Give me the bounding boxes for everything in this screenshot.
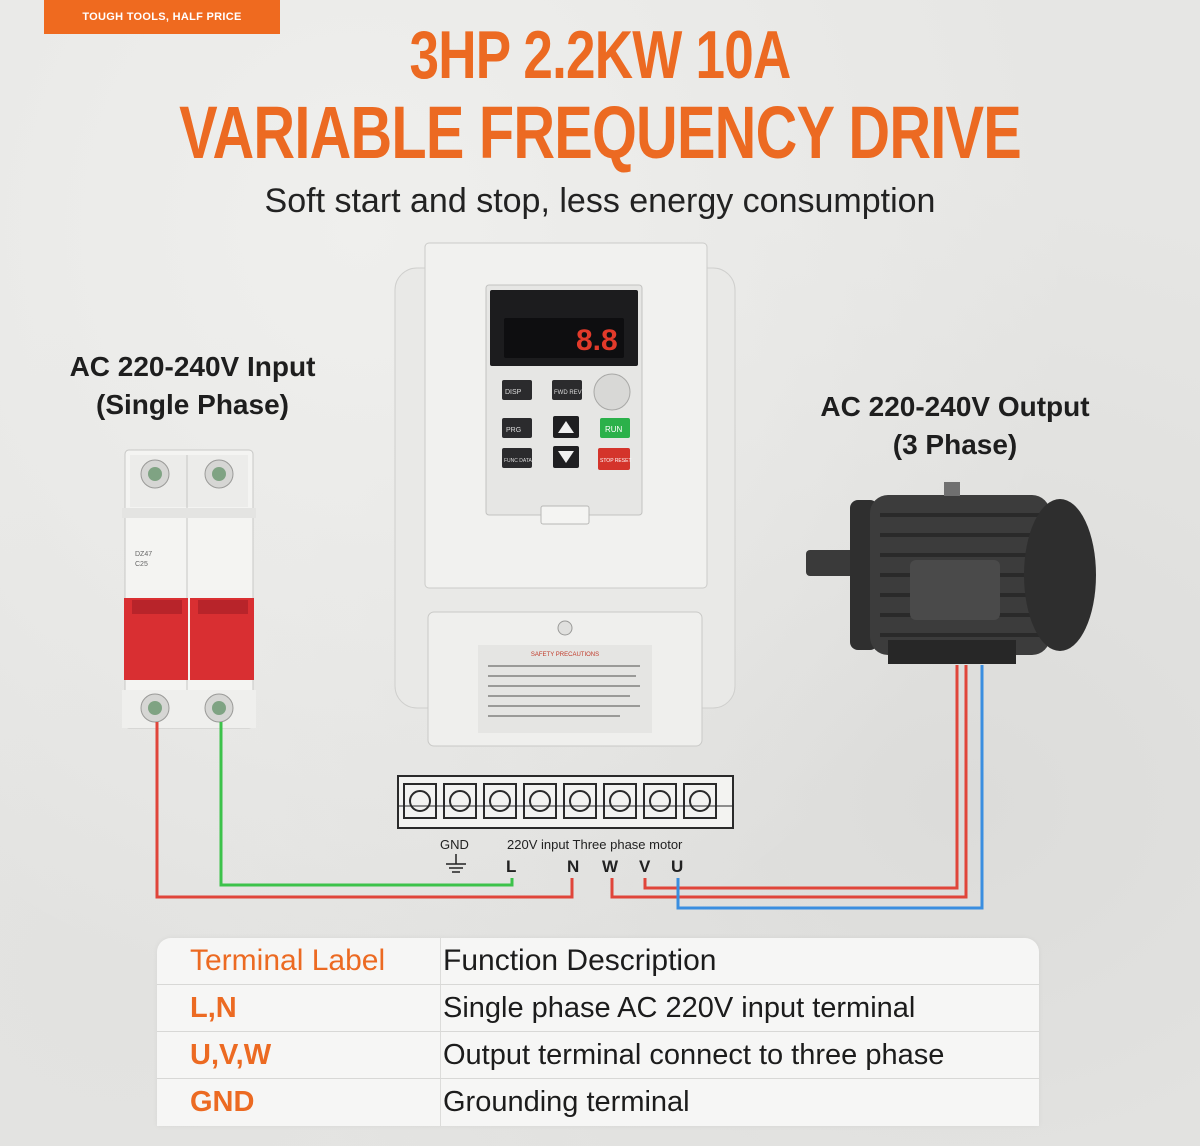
subtitle: Soft start and stop, less energy consumption xyxy=(264,182,936,220)
table-cell-desc: Grounding terminal xyxy=(443,1085,690,1118)
title-line-1: 3HP 2.2KW 10A xyxy=(409,17,791,93)
vfd-func-button: FUNC DATA xyxy=(504,458,532,464)
output-label-line-2: (3 Phase) xyxy=(892,429,1018,460)
vfd-display: 8.8 xyxy=(576,324,618,357)
vfd-warning-title: SAFETY PRECAUTIONS xyxy=(530,652,600,658)
svg-text:C25: C25 xyxy=(135,561,148,568)
terminal-caption: 220V input Three phase motor xyxy=(507,837,683,852)
input-label-line-1: AC 220-240V Input xyxy=(69,351,316,382)
table-cell-label: L,N xyxy=(190,991,237,1024)
three-phase-motor xyxy=(806,482,1096,664)
vfd-unit xyxy=(395,243,735,746)
table-header-desc: Function Description xyxy=(443,944,717,977)
vfd-stop-button: STOP RESET xyxy=(600,458,632,464)
output-label-line-1: AC 220-240V Output xyxy=(820,391,1090,422)
table-row xyxy=(157,1079,1039,1125)
terminal-w: W xyxy=(602,857,619,876)
table-header-row xyxy=(157,938,1039,985)
input-label-line-2: (Single Phase) xyxy=(96,389,289,420)
vfd-prg-button: PRG xyxy=(506,427,522,434)
table-cell-label: U,V,W xyxy=(190,1038,272,1071)
table-row xyxy=(157,985,1039,1032)
vfd-run-button: RUN xyxy=(605,425,623,434)
circuit-breaker xyxy=(122,450,256,728)
table-cell-desc: Output terminal connect to three phase xyxy=(443,1038,945,1071)
terminal-block xyxy=(398,776,733,876)
terminal-v: V xyxy=(639,857,651,876)
table-row xyxy=(157,1032,1039,1079)
title-line-2: VARIABLE FREQUENCY DRIVE xyxy=(179,91,1021,174)
terminal-table xyxy=(157,938,1039,1126)
brand-tab: TOUGH TOOLS, HALF PRICE xyxy=(44,0,280,34)
vfd-fwdrev-button: FWD REV xyxy=(554,390,582,396)
terminal-n: N xyxy=(567,857,580,876)
terminal-u: U xyxy=(671,857,684,876)
gnd-terminal-label: GND xyxy=(440,837,469,852)
table-cell-label: GND xyxy=(190,1085,255,1118)
table-cell-desc: Single phase AC 220V input terminal xyxy=(443,991,916,1024)
svg-text:DZ47: DZ47 xyxy=(135,551,153,558)
terminal-l: L xyxy=(506,857,517,876)
table-header-label: Terminal Label xyxy=(190,944,386,977)
vfd-disp-button: DISP xyxy=(505,389,522,396)
